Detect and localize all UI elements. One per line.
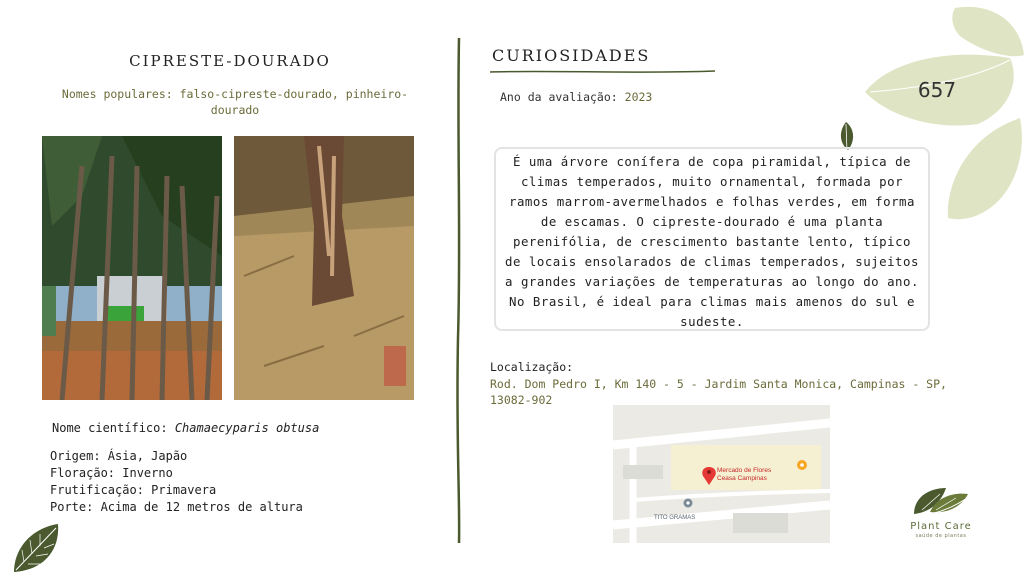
map-secondary-label: TITO GRAMAS xyxy=(654,515,696,521)
gray-pin-icon[interactable] xyxy=(684,499,693,508)
fact-flowering: Floração: Inverno xyxy=(50,466,173,480)
tree-trunk-photo xyxy=(234,136,414,400)
location-label: Localização: xyxy=(490,360,574,374)
location-map[interactable] xyxy=(613,405,830,543)
popular-names: Nomes populares: falso-cipreste-dourado, pinheiro-dourado xyxy=(61,87,409,117)
plant-common-name: CIPRESTE-DOURADO xyxy=(129,52,331,70)
plant-care-logo-icon xyxy=(910,484,972,520)
plant-facts xyxy=(50,448,303,516)
decorative-leaf-bottom-left xyxy=(8,520,64,576)
fact-size: Porte: Acima de 12 metros de altura xyxy=(50,500,303,514)
tree-row-photo xyxy=(42,136,222,400)
brand-name: Plant Care xyxy=(910,521,972,532)
map-pin-label-line1: Mercado de Flores xyxy=(717,467,772,474)
evaluation-number-badge: 657 xyxy=(917,78,957,102)
scientific-name-label: Nome científico: xyxy=(52,421,168,435)
map-pin-label-line2: Ceasa Campinas xyxy=(717,475,767,482)
orange-pin-icon[interactable] xyxy=(797,460,807,470)
vertical-divider xyxy=(454,38,464,543)
title-underline xyxy=(490,68,715,76)
year-value: 2023 xyxy=(624,90,653,104)
description-box: É uma árvore conífera de copa piramidal, típica de climas temperados, muito ornamental, formada por ramos marrom-avermelhados e folhas verdes, em forma de escamas. O cipreste-dourado é uma planta perenifólia, de crescimento bastante lento, típico de locais ensolarados de climas temperados, sujeitos a grandes variações de temperaturas ao longo do ano. No Brasil, é ideal para climas mais amenos do sul e sudeste. xyxy=(494,147,930,331)
scientific-name-line xyxy=(52,421,319,435)
evaluation-year xyxy=(500,90,652,104)
scientific-name: Chamaecyparis obtusa xyxy=(174,421,320,435)
brand-tagline: saúde de plantas xyxy=(915,533,967,539)
fact-origin: Origem: Ásia, Japão xyxy=(50,449,188,463)
location-address: Rod. Dom Pedro I, Km 140 - 5 - Jardim Santa Monica, Campinas - SP, 13082-902 xyxy=(490,377,947,407)
fact-fruiting: Frutificação: Primavera xyxy=(50,483,217,497)
year-label: Ano da avaliação: xyxy=(500,90,618,104)
section-title: CURIOSIDADES xyxy=(492,46,651,65)
